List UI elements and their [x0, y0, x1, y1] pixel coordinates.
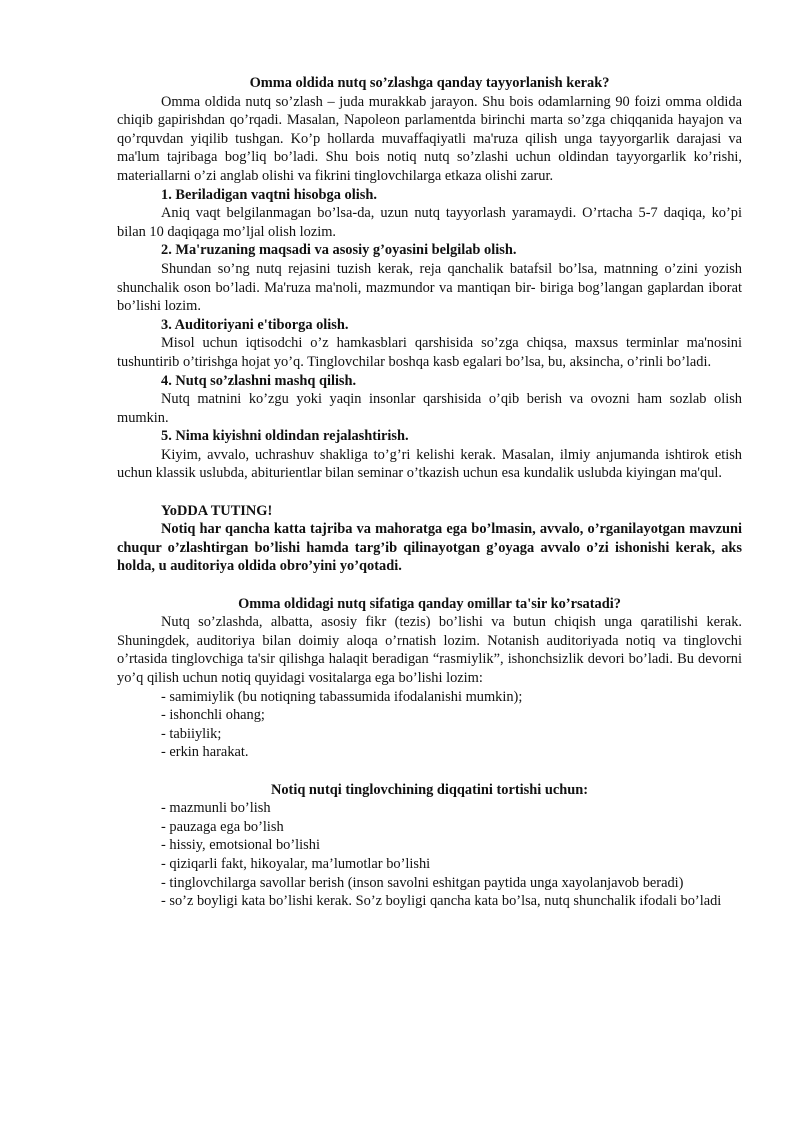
list-item: - erkin harakat.: [161, 744, 249, 761]
section-title: Omma oldidagi nutq sifatiga qanday omillar ta'sir ko’rsatadi?: [238, 595, 621, 612]
intro-paragraph: Omma oldida nutq so’zlash – juda murakkab jarayon. Shu bois odamlarning 90 foizi omma oldida chiqib gapirishdan qo’rqadi. Masalan, Napoleon parlamentda birinchi marta so’zga chiqqanida hayajon va qo’rquvdan yiqilib tushgan. Ko’p hollarda muvaffaqiyatli ma'ruza qilish unga tayyorgarlik darajasi va ma'lum tajribaga bog’liq bo’ladi. Shu bois notiq nutq so’zlashi uchun oldindan tayyorgarlik ko’rishi, materiallarni o’zi anglab olishi va fikrini tinglovchilarga etkaza olishi zarur.: [117, 93, 742, 184]
list-item: - so’z boyligi kata bo’lishi kerak. So’z boyligi qancha kata bo’lsa, nutq shunchalik ifodali bo’ladi: [161, 893, 722, 910]
section-title: Notiq nutqi tinglovchining diqqatini tortishi uchun:: [270, 781, 589, 798]
list-item: - tinglovchilarga savollar berish (inson savolni eshitgan paytida unga xayolanjavob beradi): [161, 874, 684, 891]
step-text: Kiyim, avvalo, uchrashuv shakliga to’g’ri kelishi kerak. Masalan, ilmiy anjumanda ishtirok etish uchun klassik uslubda, abiturientlar bilan seminar o’tkazish uchun esa kundalik uslubda kiyingan ma'qul.: [117, 446, 742, 482]
step-heading: 3. Auditoriyani e'tiborga olish.: [161, 316, 349, 333]
list-item: - qiziqarli fakt, hikoyalar, ma’lumotlar bo’lishi: [161, 855, 431, 872]
list-item: - hissiy, emotsional bo’lishi: [161, 837, 320, 854]
section-paragraph: Nutq so’zlashda, albatta, asosiy fikr (tezis) bo’lishi va butun chiqish unga qaratilishi kerak. Shuningdek, auditoriya bilan doimiy aloqa o’rnatish lozim. Notanish auditoriyada notiq va tinglovchi o’rtasida tinglovchiga ta'sir qilishga halaqit beradigan “rasmiylik”, ishonchsizlik devori bo’ladi. Bu devorni yo’q qilish uchun notiq quyidagi vositalarga ega bo’lishi lozim:: [117, 614, 742, 686]
list-item: - pauzaga ega bo’lish: [161, 818, 284, 835]
step-text: Nutq matnini ko’zgu yoki yaqin insonlar qarshisida o’qib berish va ovozni ham sozlab olish mumkin.: [117, 391, 742, 426]
list-item: - tabiiylik;: [161, 725, 222, 742]
step-text: Aniq vaqt belgilanmagan bo’lsa-da, uzun nutq tayyorlash yaramaydi. O’rtacha 5-7 daqiqa, ko’pi bilan 10 daqiqaga mo’ljal olish lozim.: [117, 205, 742, 240]
note-heading: YoDDA TUTING!: [161, 502, 273, 519]
list-item: - mazmunli bo’lish: [161, 800, 271, 817]
step-heading: 2. Ma'ruzaning maqsadi va asosiy g’oyasini belgilab olish.: [161, 242, 517, 259]
section-title: Omma oldida nutq so’zlashga qanday tayyorlanish kerak?: [249, 75, 610, 91]
step-text: Shundan so’ng nutq rejasini tuzish kerak, reja qanchalik batafsil bo’lsa, matnning o’zini yozish shunchalik oson bo’ladi. Ma'ruza ma'noli, mazmundor va mantiqan bir- biriga bog’langan gaplardan iborat bo’lishi lozim.: [117, 260, 742, 315]
list-item: - samimiylik (bu notiqning tabassumida ifodalanishi mumkin);: [161, 688, 523, 705]
step-text: Misol uchun iqtisodchi o’z hamkasblari qarshisida so’zga chiqsa, maxsus terminlar ma'nosini tushuntirib o’tirishga hojat yo’q. Tinglovchilar boshqa kasb egalari bo’lsa, bu, aksincha, o’rinli bo’ladi.: [117, 335, 742, 370]
list-item: - ishonchli ohang;: [161, 707, 265, 724]
step-heading: 1. Beriladigan vaqtni hisobga olish.: [161, 186, 377, 203]
note-text: Notiq har qancha katta tajriba va mahoratga ega bo’lmasin, avvalo, o’rganilayotgan mavzuni chuqur o’zlashtirgan bo’lishi hamda targ’ib qilinayotgan g’oyaga avvalo o’zi ishonishi kerak, aks holda, u auditoriya oldida obro’yini yo’qotadi.: [117, 521, 742, 575]
spacer: [117, 576, 742, 595]
step-heading: 4. Nutq so’zlashni mashq qilish.: [161, 372, 357, 389]
step-heading: 5. Nima kiyishni oldindan rejalashtirish.: [161, 428, 409, 445]
spacer: [117, 762, 742, 781]
spacer: [117, 483, 742, 502]
